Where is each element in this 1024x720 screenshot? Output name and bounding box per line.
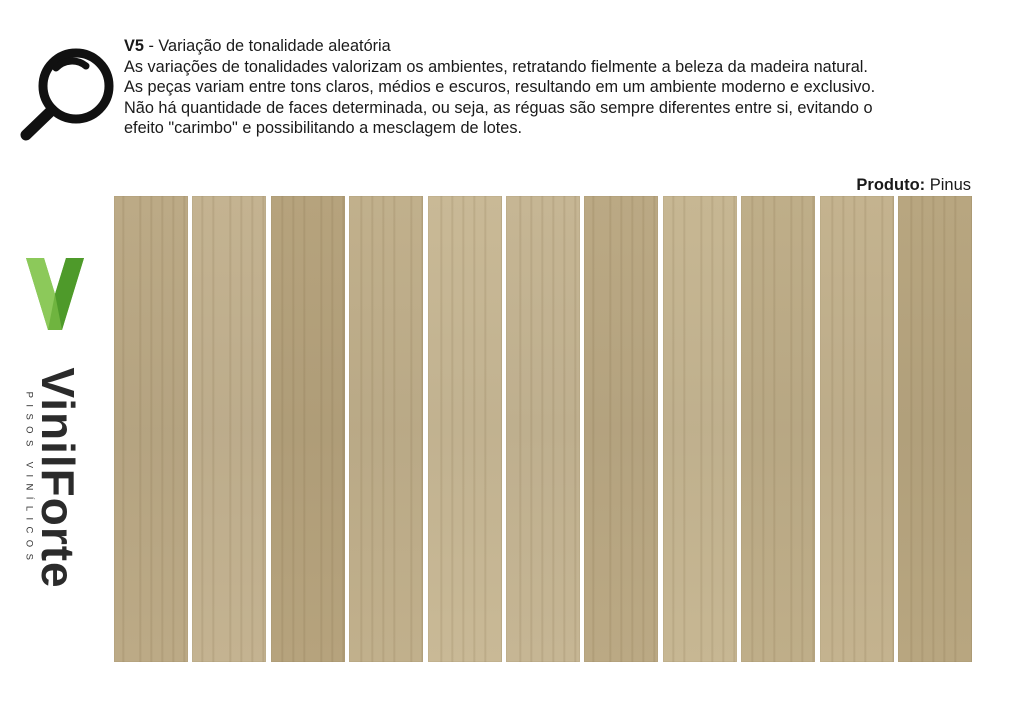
wood-plank <box>898 196 972 662</box>
product-name: Pinus <box>925 176 971 194</box>
vinilforte-logo-mark <box>24 256 86 332</box>
info-text <box>124 36 1014 139</box>
wood-plank <box>114 196 188 662</box>
wood-plank <box>349 196 423 662</box>
brand-name: VinilForte <box>32 367 84 589</box>
info-line-4: efeito "carimbo" e possibilitando a mesclagem de lotes. <box>124 119 522 137</box>
wood-plank <box>428 196 502 662</box>
wood-plank <box>271 196 345 662</box>
info-line-1: As variações de tonalidades valorizam os ambientes, retratando fielmente a beleza da madeira natural. <box>124 57 868 76</box>
brand-subtitle: PISOS VINÍLICOS <box>23 391 35 567</box>
wood-plank <box>584 196 658 662</box>
wood-plank <box>663 196 737 662</box>
search-icon <box>16 40 120 144</box>
wood-plank <box>820 196 894 662</box>
variation-code: V5 <box>124 37 144 55</box>
wood-planks <box>114 196 972 662</box>
wood-plank <box>192 196 266 662</box>
info-title <box>124 36 1014 57</box>
wood-plank <box>506 196 580 662</box>
variation-title: - Variação de tonalidade aleatória <box>143 37 391 55</box>
info-line-2: As peças variam entre tons claros, médios e escuros, resultando em um ambiente moderno e exclusivo. <box>124 78 876 96</box>
product-label <box>856 176 971 195</box>
wood-plank <box>741 196 815 662</box>
product-label-key: Produto: <box>856 176 926 194</box>
info-line-3: Não há quantidade de faces determinada, ou seja, as réguas são sempre diferentes entre si, evitando o <box>124 98 873 117</box>
